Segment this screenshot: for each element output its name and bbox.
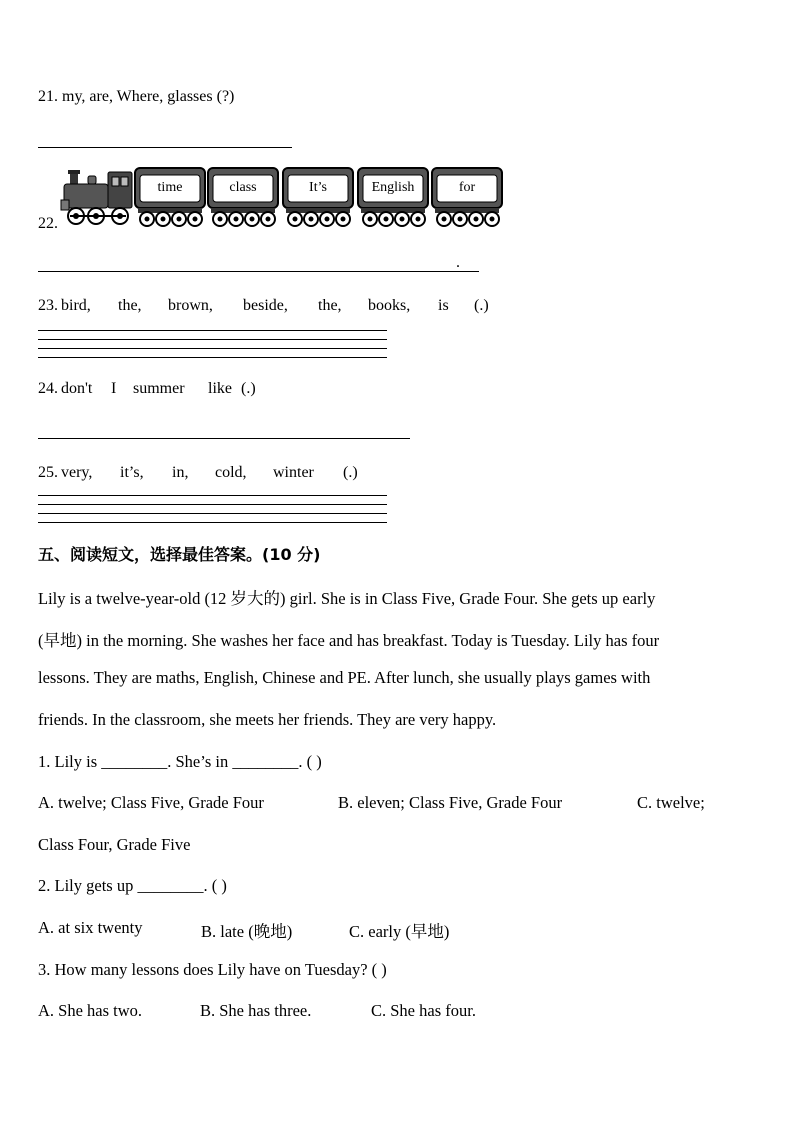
question-25 (38, 463, 58, 483)
train-car-word: class (229, 180, 257, 195)
prompt-word: (.) (474, 297, 489, 314)
prompt-word: the, (318, 297, 342, 314)
prompt-word: (.) (343, 464, 358, 481)
prompt-word: brown, (168, 297, 213, 314)
prompt-word: in, (172, 464, 189, 481)
option-b[interactable]: B. late (晚地) (201, 922, 293, 941)
question-21 (38, 87, 234, 107)
answer-line[interactable] (38, 330, 387, 331)
option-b[interactable]: B. eleven; Class Five, Grade Four (338, 793, 563, 812)
answer-line[interactable] (38, 339, 387, 340)
prompt-word: (.) (241, 380, 256, 397)
option-b[interactable]: B. She has three. (200, 1001, 312, 1020)
locomotive-icon (58, 166, 136, 228)
prompt-word: like (208, 380, 232, 397)
question-number: 25. (38, 464, 58, 481)
prompt-word: the, (118, 297, 142, 314)
question-stem: 2. Lily gets up ________. ( ) (38, 876, 227, 895)
train-car-word: English (371, 180, 415, 195)
prompt-word: books, (368, 297, 411, 314)
answer-line[interactable] (38, 504, 387, 505)
prompt-word: very, (61, 464, 93, 481)
answer-line[interactable] (38, 348, 387, 349)
prompt-word: bird, (61, 297, 91, 314)
prompt-word: I (111, 380, 117, 397)
answer-line[interactable] (38, 147, 292, 148)
question-number: 23. (38, 297, 58, 314)
passage-line: lessons. They are maths, English, Chinese and PE. After lunch, she usually plays games with (38, 668, 651, 687)
answer-line[interactable] (38, 495, 387, 496)
option-a[interactable]: A. twelve; Class Five, Grade Four (38, 793, 264, 812)
answer-line[interactable] (38, 357, 387, 358)
answer-line[interactable] (38, 522, 387, 523)
question-24 (38, 379, 58, 399)
question-text: . my, are, Where, glasses (?) (54, 88, 235, 105)
option-a[interactable]: A. She has two. (38, 1001, 143, 1020)
question-number: 22. (38, 215, 58, 232)
passage-line: (早地) in the morning. She washes her face and has breakfast. Today is Tuesday. Lily has four (38, 631, 660, 650)
question-number: 24. (38, 380, 58, 397)
question-number: 21 (38, 88, 54, 105)
option-c[interactable]: C. twelve; (637, 793, 705, 812)
prompt-word: summer (133, 380, 185, 397)
answer-line[interactable] (38, 513, 387, 514)
question-stem: 3. How many lessons does Lily have on Tuesday? ( ) (38, 960, 387, 979)
passage-line: friends. In the classroom, she meets her friends. They are very happy. (38, 710, 497, 729)
passage-line: Lily is a twelve-year-old (12 岁大的) girl. She is in Class Five, Grade Four. She gets up early (38, 589, 656, 608)
train-car-word: for (458, 180, 476, 195)
prompt-word: don't (61, 380, 93, 397)
train-car-word: It’s (309, 180, 327, 195)
prompt-word: it’s, (120, 464, 144, 481)
option-c[interactable]: C. She has four. (371, 1001, 476, 1020)
prompt-word: beside, (243, 297, 288, 314)
end-mark: . (456, 254, 460, 271)
option-a[interactable]: A. at six twenty (38, 918, 143, 937)
prompt-word: is (438, 297, 449, 314)
train-car-word: time (157, 180, 183, 195)
question-23 (38, 296, 58, 316)
answer-line[interactable] (38, 271, 479, 272)
prompt-word: cold, (215, 464, 247, 481)
option-c-continued: Class Four, Grade Five (38, 835, 191, 854)
question-stem: 1. Lily is ________. She’s in ________. ( ) (38, 752, 322, 771)
section-title: 五、阅读短文，选择最佳答案。(10 分) (38, 545, 321, 564)
answer-line[interactable] (38, 438, 410, 439)
option-c[interactable]: C. early (早地) (349, 922, 450, 941)
prompt-word: winter (273, 464, 314, 481)
